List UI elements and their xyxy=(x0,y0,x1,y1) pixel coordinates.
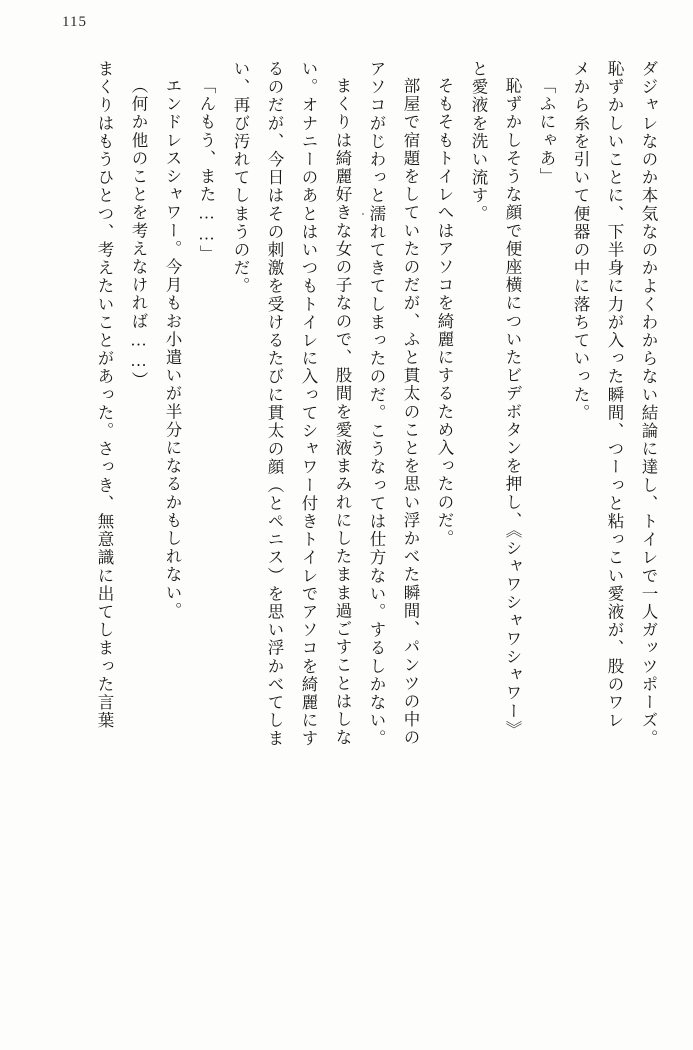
text-line: エンドレスシャワー。今月もお小遣いが半分になるかもしれない。 xyxy=(163,77,182,620)
text-line: まくりは綺麗好きな女の子なので、股間を愛液まみれにしたまま過ごすことはしな xyxy=(333,77,352,747)
text-line: （何か他のことを考えなければ……） xyxy=(129,77,148,390)
text-line: メから糸を引いて便器の中に落ちていった。 xyxy=(571,60,590,422)
text-line: まくりはもうひとつ、考えたいことがあった。さっき、無意識に出てしまった言葉 xyxy=(95,60,114,730)
text-line: アソコがじわっと濡れてきてしまったのだ。こうなっては仕方ない。するしかない。 xyxy=(367,60,386,748)
text-line: 部屋で宿題をしていたのだが、ふと貫太のことを思い浮かべた瞬間、パンツの中の xyxy=(401,77,420,747)
text-line: 「んもう、また……」 xyxy=(197,77,216,263)
text-line: そもそもトイレへはアソコを綺麗にするため入ったのだ。 xyxy=(435,77,454,548)
text-line: 「ふにゃあ」 xyxy=(537,77,556,186)
text-line: い、再び汚れてしまうのだ。 xyxy=(231,60,250,296)
text-line: 恥ずかしいことに、下半身に力が入った瞬間、つーっと粘っこい愛液が、股のワレ xyxy=(605,60,624,730)
text-line: ダジャレなのか本気なのかよくわからない結論に達し、トイレで一人ガッツポーズ。 xyxy=(639,60,658,748)
page-number: 115 xyxy=(62,14,87,30)
text-line: い。オナニーのあとはいつもトイレに入ってシャワー付きトイレでアソコを綺麗にす xyxy=(299,60,318,748)
text-line: と愛液を洗い流す。 xyxy=(469,60,488,223)
vertical-text-body xyxy=(34,60,665,1020)
text-line: るのだが、今日はその刺激を受けるたびに貫太の顔（とペニス）を思い浮かべてしま xyxy=(265,60,284,748)
text-line: 恥ずかしそうな顔で便座横についたビデボタンを押し、《シャワシャワシャワー》 xyxy=(503,77,522,739)
paper-speck xyxy=(362,213,364,215)
